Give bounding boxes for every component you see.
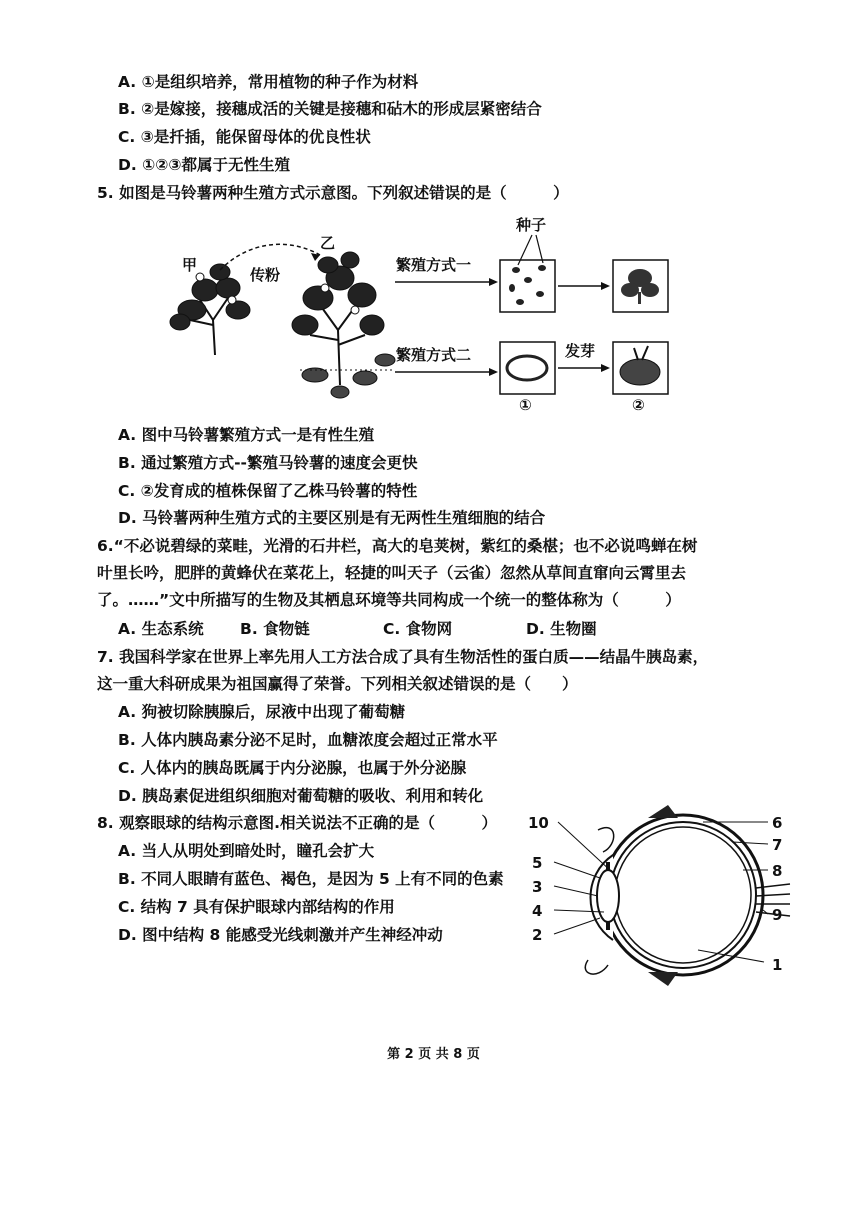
question-6-line-1: 6.“不必说碧绿的菜畦，光滑的石井栏，高大的皂荚树，紫红的桑椹；也不必说鸣蝉在树 bbox=[97, 537, 698, 555]
page-footer: 第 2 页 共 8 页 bbox=[387, 1047, 480, 1062]
eye-label-3: 3 bbox=[532, 878, 543, 896]
eye-label-7: 7 bbox=[772, 836, 783, 854]
question-6-line-3: 了。……”文中所描写的生物及其栖息环境等共同构成一个统一的整体称为（ ） bbox=[97, 591, 681, 609]
prev-option-d: D. ①②③都属于无性生殖 bbox=[118, 156, 291, 174]
plant-yi-label: 乙 bbox=[320, 234, 336, 252]
sprouted-tuber-icon bbox=[620, 359, 660, 385]
q6-option-d: D. 生物圈 bbox=[526, 620, 597, 638]
method-2-label: 繁殖方式二 bbox=[396, 346, 472, 364]
plant-jia-icon bbox=[170, 264, 250, 355]
q5-option-d: D. 马铃薯两种生殖方式的主要区别是有无两性生殖细胞的结合 bbox=[118, 509, 546, 527]
q5-option-a: A. 图中马铃薯繁殖方式一是有性生殖 bbox=[118, 426, 375, 444]
circle-2-label: ② bbox=[632, 396, 645, 414]
eyeball-diagram bbox=[528, 800, 798, 990]
q7-option-a: A. 狗被切除胰腺后，尿液中出现了葡萄糖 bbox=[118, 703, 406, 721]
eye-label-9: 9 bbox=[772, 906, 783, 924]
prev-option-b: B. ②是嫁接，接穗成活的关键是接穗和砧木的形成层紧密结合 bbox=[118, 100, 542, 118]
eye-label-6: 6 bbox=[772, 814, 783, 832]
q7-option-b: B. 人体内胰岛素分泌不足时，血糖浓度会超过正常水平 bbox=[118, 731, 498, 749]
q5-option-c: C. ②发育成的植株保留了乙株马铃薯的特性 bbox=[118, 482, 418, 500]
question-6-line-2: 叶里长吟，肥胖的黄蜂伏在菜花上，轻捷的叫天子（云雀）忽然从草间直窜向云霄里去 bbox=[97, 564, 687, 582]
eyeball-drawing bbox=[528, 800, 798, 990]
method-1-label: 繁殖方式一 bbox=[396, 256, 472, 274]
question-7-line-2: 这一重大科研成果为祖国赢得了荣誉。下列相关叙述错误的是（ ） bbox=[97, 675, 578, 693]
q8-option-b: B. 不同人眼睛有蓝色、褐色，是因为 5 上有不同的色素 bbox=[118, 870, 504, 888]
eye-label-10: 10 bbox=[528, 814, 549, 832]
eye-label-8: 8 bbox=[772, 862, 783, 880]
potato-figure-drawing bbox=[150, 210, 710, 420]
q7-option-c: C. 人体内的胰岛既属于内分泌腺，也属于外分泌腺 bbox=[118, 759, 467, 777]
prev-option-a: A. ①是组织培养，常用植物的种子作为材料 bbox=[118, 73, 419, 91]
question-5-stem: 5. 如图是马铃薯两种生殖方式示意图。下列叙述错误的是（ ） bbox=[97, 184, 569, 202]
q6-option-b: B. 食物链 bbox=[240, 620, 310, 638]
question-7-line-1: 7. 我国科学家在世界上率先用人工方法合成了具有生物活性的蛋白质——结晶牛胰岛素， bbox=[97, 648, 709, 666]
pollination-label: 传粉 bbox=[250, 266, 281, 284]
q8-option-d: D. 图中结构 8 能感受光线刺激并产生神经冲动 bbox=[118, 926, 443, 944]
q8-option-c: C. 结构 7 具有保护眼球内部结构的作用 bbox=[118, 898, 395, 916]
q6-option-a: A. 生态系统 bbox=[118, 620, 204, 638]
q7-option-d: D. 胰岛素促进组织细胞对葡萄糖的吸收、利用和转化 bbox=[118, 787, 484, 805]
plant-jia-label: 甲 bbox=[182, 256, 198, 274]
eye-label-5: 5 bbox=[532, 854, 543, 872]
eye-label-2: 2 bbox=[532, 926, 543, 944]
plant-yi-icon bbox=[292, 252, 395, 398]
q5-option-b: B. 通过繁殖方式--繁殖马铃薯的速度会更快 bbox=[118, 454, 418, 472]
eye-label-1: 1 bbox=[772, 956, 783, 974]
prev-option-c: C. ③是扦插，能保留母体的优良性状 bbox=[118, 128, 371, 146]
tuber-icon bbox=[507, 356, 547, 380]
potato-reproduction-figure bbox=[150, 210, 710, 420]
circle-1-label: ① bbox=[519, 396, 532, 414]
question-8-stem: 8. 观察眼球的结构示意图.相关说法不正确的是（ ） bbox=[97, 814, 497, 832]
q8-option-a: A. 当人从明处到暗处时，瞳孔会扩大 bbox=[118, 842, 375, 860]
q6-option-c: C. 食物网 bbox=[383, 620, 453, 638]
seeds-box bbox=[500, 260, 555, 312]
seed-label: 种子 bbox=[516, 216, 547, 234]
sprout-label: 发芽 bbox=[565, 342, 596, 360]
eye-label-4: 4 bbox=[532, 902, 543, 920]
